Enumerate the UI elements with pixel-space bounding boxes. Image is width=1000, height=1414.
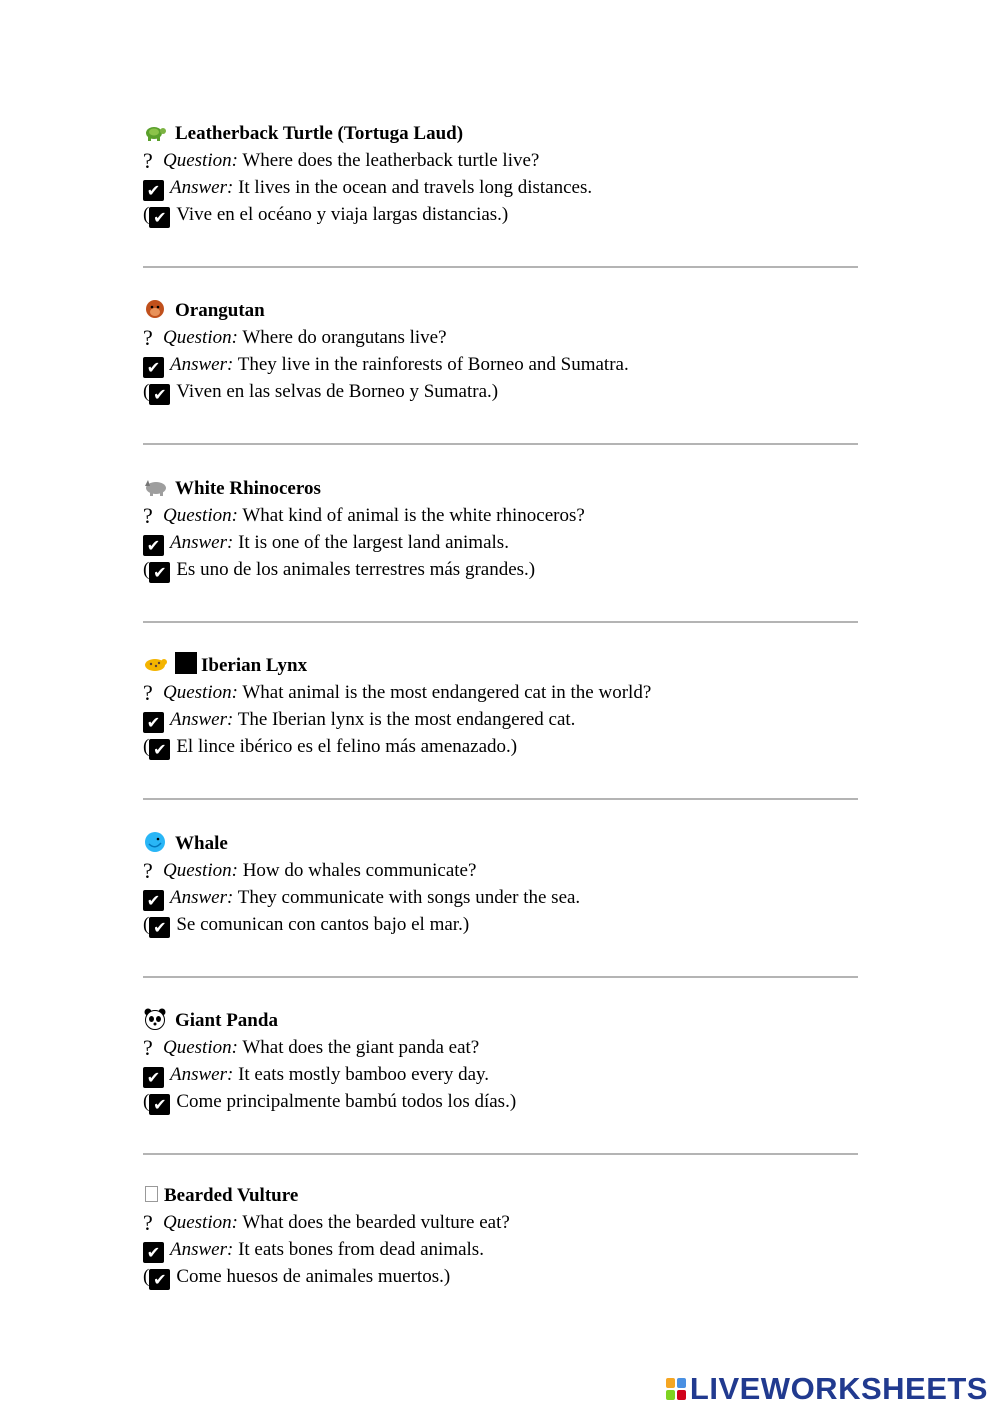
answer-line (143, 706, 575, 733)
question-text: What animal is the most endangered cat in the world? (242, 682, 652, 703)
answer-line (143, 351, 629, 378)
answer-label: Answer: (170, 709, 234, 730)
question-mark-icon: ? (143, 680, 153, 705)
question-line (143, 324, 447, 351)
entry-title-text: Whale (175, 833, 228, 854)
spanish-text: Viven en las selvas de Borneo y Sumatra.) (176, 381, 499, 402)
entry-title (143, 830, 228, 857)
black-square-icon (175, 652, 197, 674)
spanish-line: ( ✔ Viven en las selvas de Borneo y Sumatra.) (143, 381, 499, 404)
brand-text: LIVEWORKSHEETS (689, 1371, 988, 1406)
spanish-line: ( ✔ El lince ibérico es el felino más amenazado.) (143, 736, 518, 759)
question-label: Question: (163, 327, 238, 348)
question-line (143, 679, 651, 706)
entry-title (143, 120, 463, 147)
answer-line (143, 529, 509, 556)
turtle-icon (143, 121, 167, 143)
entry-title-text: Orangutan (175, 300, 265, 321)
question-mark-icon: ? (143, 503, 153, 528)
answer-line (143, 174, 592, 201)
spanish-text: Se comunican con cantos bajo el mar.) (176, 914, 470, 935)
check-mark-icon: ✔ (143, 712, 164, 733)
question-mark-icon: ? (143, 1035, 153, 1060)
entry-title-text: Giant Panda (175, 1010, 278, 1031)
answer-label: Answer: (170, 887, 234, 908)
entry-title-text: White Rhinoceros (175, 478, 321, 499)
answer-label: Answer: (170, 177, 234, 198)
entry-title (143, 652, 307, 679)
answer-text: They live in the rainforests of Borneo and Sumatra. (237, 354, 629, 375)
question-mark-icon: ? (143, 1210, 153, 1235)
check-mark-icon: ✔ (143, 1242, 164, 1263)
spanish-text: Vive en el océano y viaja largas distancias.) (176, 204, 509, 225)
check-mark-icon: ✔ (143, 357, 164, 378)
answer-label: Answer: (170, 354, 234, 375)
whale-icon (143, 831, 167, 853)
section-divider (143, 443, 858, 445)
orangutan-icon (143, 298, 167, 320)
section-divider (143, 798, 858, 800)
question-text: How do whales communicate? (242, 860, 477, 881)
leopard-icon (143, 653, 167, 675)
question-line (143, 502, 585, 529)
question-label: Question: (163, 682, 238, 703)
panda-icon (143, 1008, 167, 1030)
question-text: What kind of animal is the white rhinoceros? (242, 505, 585, 526)
spanish-text: Come huesos de animales muertos.) (176, 1266, 451, 1287)
liveworksheets-logo-icon (666, 1378, 686, 1400)
check-mark-icon: ✔ (149, 207, 170, 228)
check-mark-icon: ✔ (143, 890, 164, 911)
answer-line (143, 1061, 489, 1088)
liveworksheets-logo (666, 1371, 988, 1406)
check-mark-icon: ✔ (149, 917, 170, 938)
answer-text: They communicate with songs under the sea. (237, 887, 581, 908)
answer-text: It eats mostly bamboo every day. (238, 1064, 490, 1085)
check-mark-icon: ✔ (149, 384, 170, 405)
missing-glyph-icon (145, 1186, 158, 1202)
question-line (143, 147, 539, 174)
entry-title-text: Bearded Vulture (164, 1185, 299, 1206)
question-label: Question: (163, 1037, 238, 1058)
section-divider (143, 266, 858, 268)
section-divider (143, 1153, 858, 1155)
entry-title (143, 1007, 278, 1034)
question-text: Where do orangutans live? (242, 327, 447, 348)
question-label: Question: (163, 860, 238, 881)
answer-label: Answer: (170, 1064, 234, 1085)
spanish-line: ( ✔ Come principalmente bambú todos los días.) (143, 1091, 517, 1114)
question-label: Question: (163, 505, 238, 526)
section-divider (143, 976, 858, 978)
spanish-text: El lince ibérico es el felino más amenazado.) (176, 736, 518, 757)
answer-text: It is one of the largest land animals. (238, 532, 509, 553)
answer-label: Answer: (170, 532, 234, 553)
question-text: Where does the leatherback turtle live? (242, 150, 540, 171)
question-line (143, 857, 476, 884)
question-text: What does the bearded vulture eat? (242, 1212, 510, 1233)
answer-text: It lives in the ocean and travels long distances. (238, 177, 593, 198)
question-mark-icon: ? (143, 858, 153, 883)
spanish-text: Come principalmente bambú todos los días.) (176, 1091, 517, 1112)
entry-title-text: Leatherback Turtle (Tortuga Laud) (175, 123, 464, 144)
question-line (143, 1034, 479, 1061)
entry-title (143, 1182, 298, 1209)
check-mark-icon: ✔ (149, 1094, 170, 1115)
check-mark-icon: ✔ (143, 535, 164, 556)
rhinoceros-icon (143, 476, 167, 498)
answer-line (143, 884, 580, 911)
question-label: Question: (163, 1212, 238, 1233)
check-mark-icon: ✔ (143, 1067, 164, 1088)
answer-line (143, 1236, 484, 1263)
spanish-line: ( ✔ Vive en el océano y viaja largas distancias.) (143, 204, 509, 227)
entry-title-text: Iberian Lynx (201, 655, 308, 676)
question-mark-icon: ? (143, 325, 153, 350)
answer-text: It eats bones from dead animals. (238, 1239, 484, 1260)
answer-label: Answer: (170, 1239, 234, 1260)
check-mark-icon: ✔ (143, 180, 164, 201)
question-line (143, 1209, 510, 1236)
spanish-line: ( ✔ Come huesos de animales muertos.) (143, 1266, 451, 1289)
spanish-text: Es uno de los animales terrestres más grandes.) (176, 559, 536, 580)
check-mark-icon: ✔ (149, 562, 170, 583)
check-mark-icon: ✔ (149, 1269, 170, 1290)
spanish-line: ( ✔ Es uno de los animales terrestres más grandes.) (143, 559, 536, 582)
section-divider (143, 621, 858, 623)
question-label: Question: (163, 150, 238, 171)
spanish-line: ( ✔ Se comunican con cantos bajo el mar.) (143, 914, 470, 937)
answer-text: The Iberian lynx is the most endangered cat. (237, 709, 576, 730)
question-text: What does the giant panda eat? (242, 1037, 480, 1058)
entry-title (143, 297, 265, 324)
entry-title (143, 475, 321, 502)
question-mark-icon: ? (143, 148, 153, 173)
check-mark-icon: ✔ (149, 739, 170, 760)
